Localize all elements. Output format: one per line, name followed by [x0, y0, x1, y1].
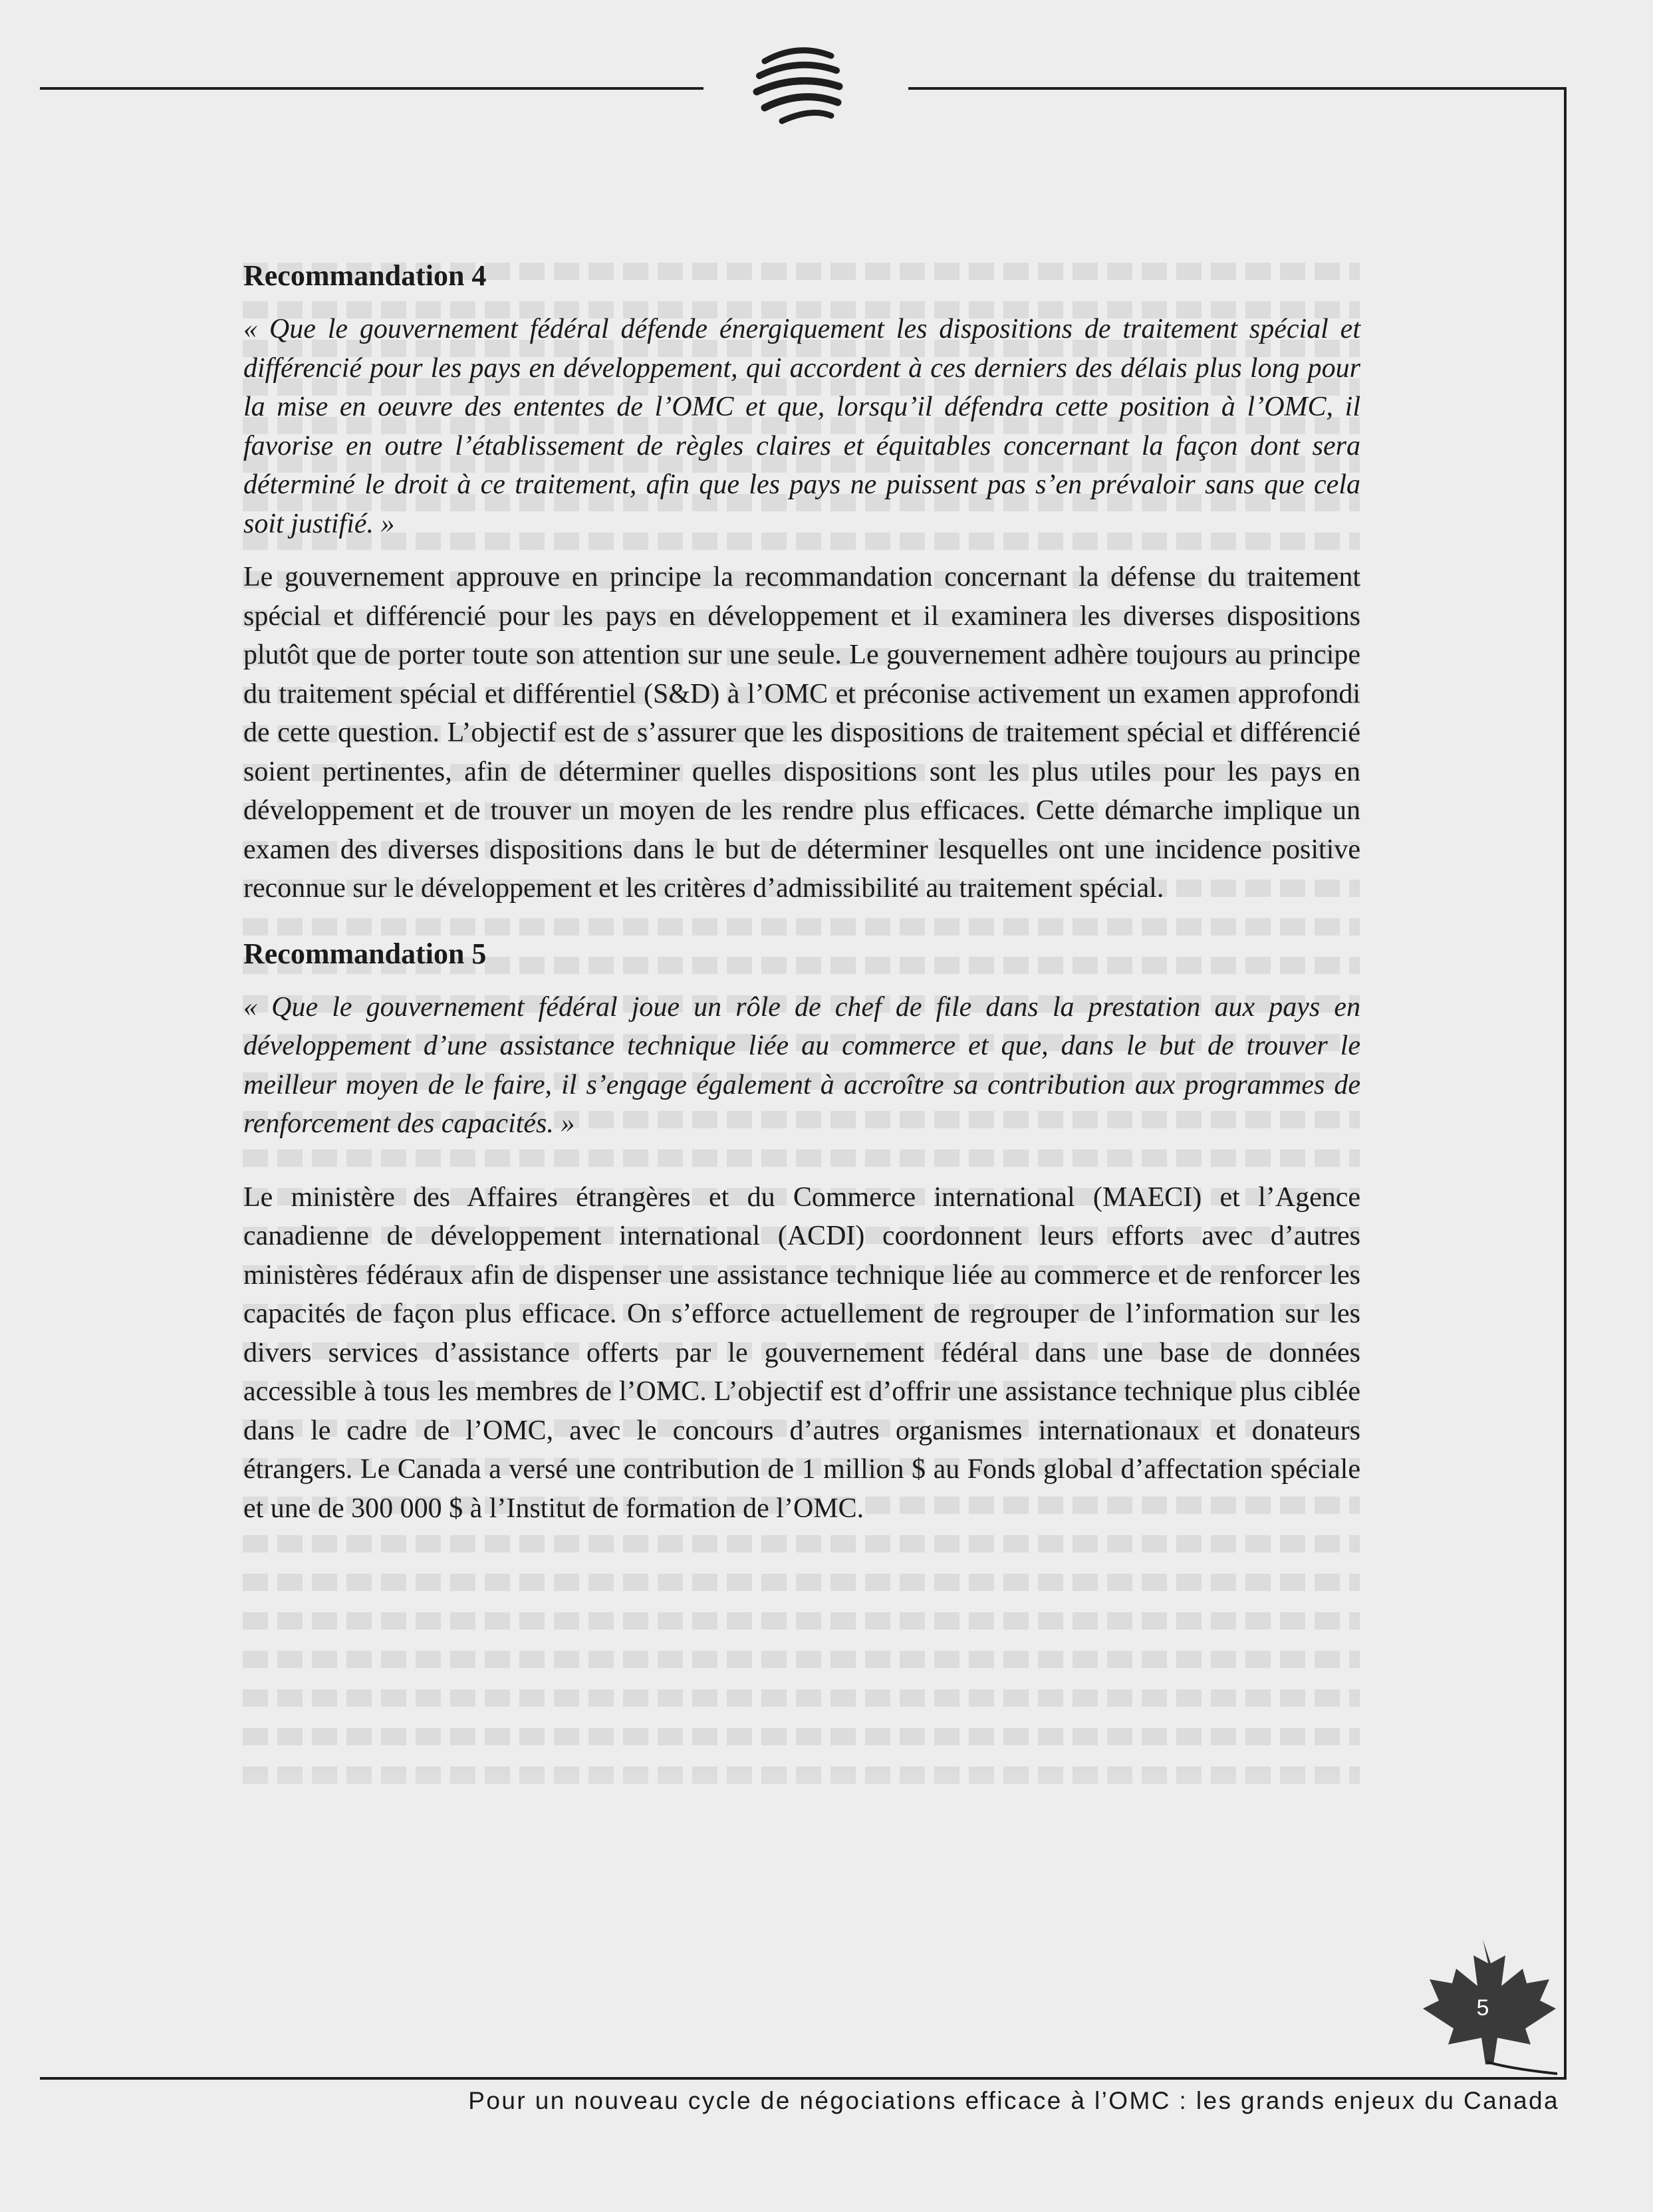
recommendation-4-response: Le gouvernement approuve en principe la recommandation concernant la défense du traitement spécial et différencié pour les pays en développement et il examinera les diverses dispositions plutôt que de porter toute son attention sur une seule. Le gouvernement adhère toujours au principe du traitement spécial et différentiel (S&D) à l’OMC et préconise activement un examen approfondi de cette question. L’objectif est de s’assurer que les dispositions de traitement spécial et différencié soient pertinentes, afin de déterminer quelles dispositions sont les plus utiles pour les pays en développement et de trouver un moyen de les rendre plus efficaces. Cette démarche implique un examen des diverses dispositions dans le but de déterminer lesquelles ont une incidence positive reconnue sur le développement et les critères d’admissibilité au traitement spécial. [243, 562, 1360, 904]
recommendation-5-response: Le ministère des Affaires étrangères et du Commerce international (MAECI) et l’Agence canadienne de développement international (ACDI) coordonnent leurs efforts avec d’autres ministères fédéraux afin de dispenser une assistance technique liée au commerce et de renforcer les capacités de façon plus efficace. On s’efforce actuellement de regrouper de l’information sur les divers services d’assistance offerts par le gouvernement fédéral dans une base de données accessible à tous les membres de l’OMC. L’objectif est d’offrir une assistance technique plus ciblée dans le cadre de l’OMC, avec le concours d’autres organismes internationaux et donateurs étrangers. Le Canada a versé une contribution de 1 million $ au Fonds global d’affectation spéciale et une de 300 000 $ à l’Institut de formation de l’OMC. [243, 1181, 1360, 1524]
header-rule-left [40, 87, 703, 90]
header-rule-right [908, 87, 1567, 90]
recommendation-5-section [243, 935, 1360, 1529]
recommendation-4-section [243, 257, 1360, 908]
footer-title: Pour un nouveau cycle de négociations efficace à l’OMC : les grands enjeux du Canada [468, 2087, 1559, 2114]
footer-rule [40, 2077, 1567, 2080]
main-content [243, 257, 1360, 1528]
recommendation-5-quote: « Que le gouvernement fédéral joue un rôle de chef de file dans la prestation aux pays en développement d’une assistance technique liée au commerce et que, dans le but de trouver le meilleur moyen de le faire, il s’engage également à accroître sa contribution aux programmes de renforcement des capacités. » [243, 991, 1360, 1139]
recommendation-4-quote: « Que le gouvernement fédéral défende énergiquement les dispositions de traitement spécial et différencié pour les pays en développement, qui accordent à ces derniers des délais plus long pour la mise en oeuvre des ententes de l’OMC et que, lorsqu’il défendra cette position à l’OMC, il favorise en outre l’établissement de règles claires et équitables concernant la façon dont sera déterminé le droit à ce traitement, afin que les pays ne puissent pas s’en prévaloir sans que cela soit justifié. » [243, 314, 1360, 539]
page-number: 5 [1476, 1995, 1489, 2021]
wto-logo-icon [745, 41, 851, 134]
recommendation-5-heading: Recommandation 5 [243, 937, 487, 970]
frame-rule-right [1564, 87, 1567, 2078]
recommendation-4-heading: Recommandation 4 [243, 259, 487, 292]
